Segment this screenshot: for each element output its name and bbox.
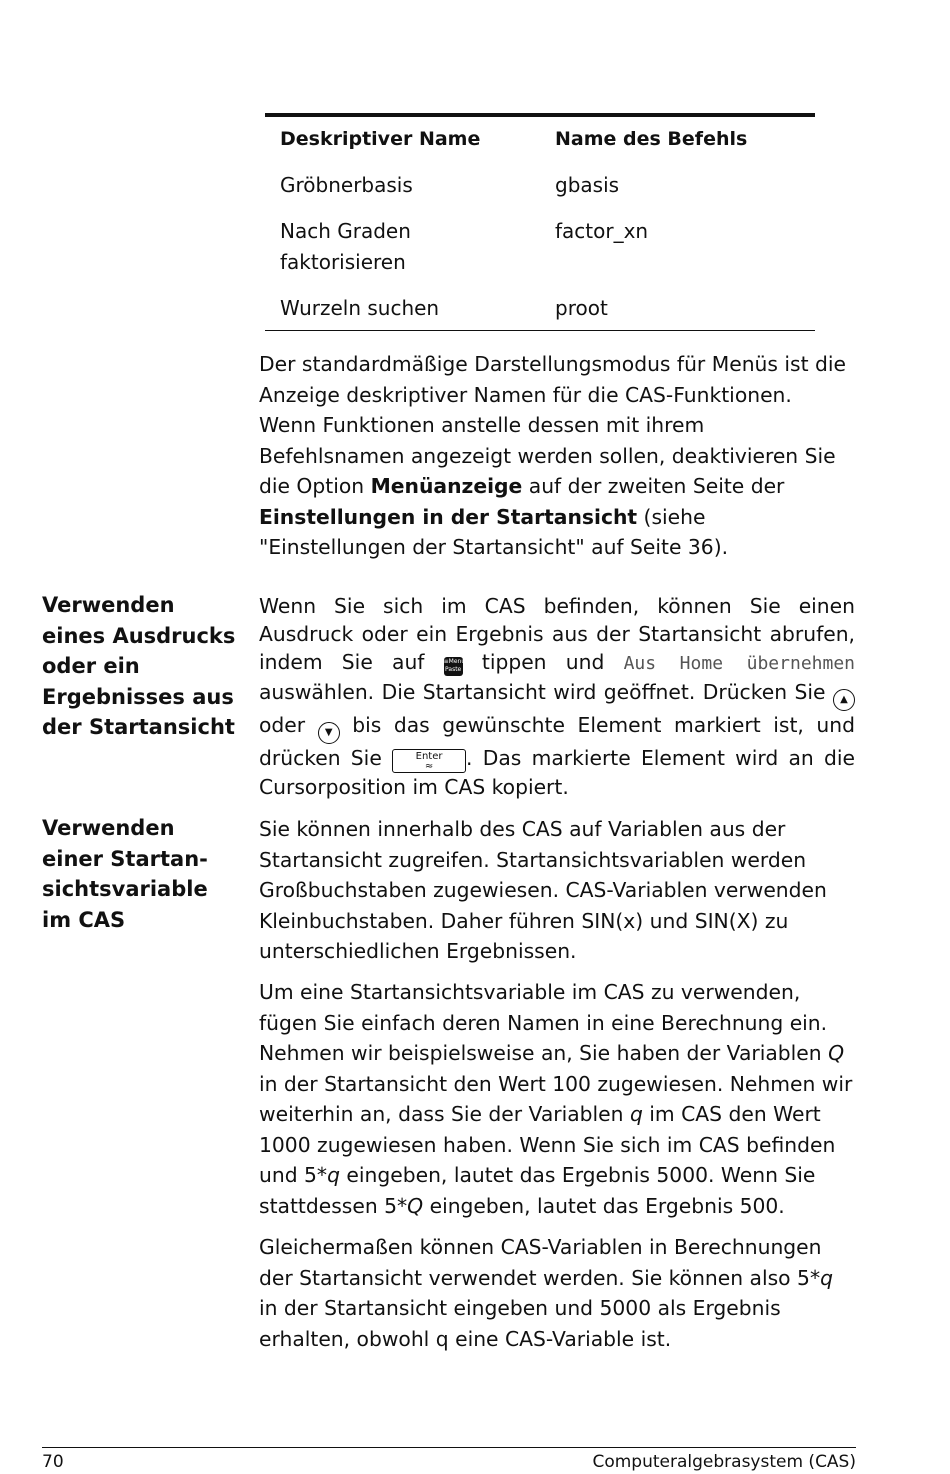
menu-paste-key-icon xyxy=(443,657,466,676)
menu-display-paragraph xyxy=(259,349,855,563)
text-run: Der standardmäßige Darstellungsmodus für Menüs ist die Anzeige deskriptiver Namen für die CAS-Funktionen. Wenn Funktionen anstelle dessen mit ihrem Befehlsnamen angezeigt werden sollen, deaktivieren Sie die Option xyxy=(259,352,846,498)
down-arrow-key-icon: ▼ xyxy=(318,722,340,744)
cell-descriptive: Wurzeln suchen xyxy=(280,296,440,320)
text-run: in der Startansicht eingeben und 5000 als Ergebnis erhalten, obwohl q eine CAS-Variable ist. xyxy=(259,1296,781,1351)
table-header-row xyxy=(265,117,815,170)
home-variable-paragraph-1: Sie können innerhalb des CAS auf Variablen aus der Startansicht zugreifen. Startansichtsvariablen werden Großbuchstaben zugewiesen. CAS-Variablen verwenden Kleinbuchstaben. Daher führen SIN(x) und SIN(X) zu unterschiedlichen Ergebnissen. xyxy=(259,817,827,963)
text-run: Wenn Sie sich im CAS befinden, können Sie einen Ausdruck oder ein Ergebnis aus der Startansicht abrufen, indem Sie auf xyxy=(259,594,855,674)
text-run: oder xyxy=(259,713,318,737)
section-heading-use-expression xyxy=(42,590,242,743)
text-run: auf der zweiten Seite der xyxy=(522,474,785,498)
variable-Q: Q xyxy=(828,1041,845,1065)
text-run: auswählen. Die Startansicht wird geöffnet. Drücken Sie xyxy=(259,680,833,704)
enter-key-icon xyxy=(392,749,466,773)
menu-item-name: Aus Home übernehmen xyxy=(623,653,855,674)
table-row xyxy=(265,170,815,216)
heading-line: oder ein xyxy=(42,654,140,678)
table-bottom-rule xyxy=(265,330,815,331)
footer-rule xyxy=(42,1447,856,1448)
key-label: ≈ xyxy=(424,761,434,772)
text-run: eingeben, lautet das Ergebnis 5000. Wenn Sie stattdessen 5* xyxy=(259,1163,816,1218)
variable-q: q xyxy=(629,1102,643,1126)
variable-q: q xyxy=(327,1163,340,1187)
variable-Q: Q xyxy=(407,1193,424,1218)
text-run: . Das markierte Element wird an die Cursorposition im CAS kopiert. xyxy=(259,746,856,799)
text-run: eingeben, lautet das Ergebnis 500. xyxy=(423,1193,785,1218)
text-run: Gleichermaßen können CAS-Variablen in Berechnungen der Startansicht verwendet werden. Sie können also 5* xyxy=(259,1235,822,1290)
cell-descriptive-line: faktorisieren xyxy=(280,250,406,274)
cell-command: proot xyxy=(555,296,608,320)
home-variable-paragraph-3 xyxy=(259,1232,855,1354)
home-variable-paragraph-2 xyxy=(259,977,855,1221)
text-run: tippen und xyxy=(462,650,624,674)
use-expression-paragraph xyxy=(259,592,855,801)
page-number: 70 xyxy=(42,1452,64,1472)
table-row xyxy=(265,216,815,293)
heading-line: im CAS xyxy=(42,907,126,932)
section-heading-home-variable xyxy=(42,813,242,935)
header-descriptive-name: Deskriptiver Name xyxy=(280,128,481,150)
cell-descriptive-line: Nach Graden xyxy=(280,219,411,243)
text-run: Um eine Startansichtsvariable im CAS zu verwenden, fügen Sie einfach deren Namen in eine Berechnung ein. Nehmen wir beispielsweise an, Sie haben der Variablen xyxy=(259,980,829,1065)
key-label: Paste xyxy=(445,666,462,673)
option-menu-display: Menüanzeige xyxy=(370,474,523,498)
key-label: Enter xyxy=(415,751,443,762)
text-run: im CAS den Wert 1000 zugewiesen haben. Wenn Sie sich im CAS befinden und 5* xyxy=(259,1102,836,1187)
heading-line: der Startansicht xyxy=(42,715,235,739)
heading-line: sichtsvariable xyxy=(42,877,208,901)
heading-line: Verwenden xyxy=(42,816,175,840)
home-settings-reference: Einstellungen in der Startansicht xyxy=(259,504,638,529)
heading-line: Verwenden xyxy=(42,593,175,617)
command-name-table xyxy=(265,113,815,331)
text-run: in der Startansicht den Wert 100 zugewiesen. Nehmen wir weiterhin an, dass Sie der Variablen xyxy=(259,1071,853,1126)
cell-command: gbasis xyxy=(555,173,620,197)
up-arrow-key-icon: ▲ xyxy=(833,689,855,711)
text-run: (siehe "Einstellungen der Startansicht" auf Seite 36). xyxy=(259,504,729,559)
header-command-name: Name des Befehls xyxy=(555,128,748,150)
table-row xyxy=(265,293,815,330)
heading-line: eines Ausdrucks xyxy=(42,623,236,648)
heading-line: einer Startan- xyxy=(42,846,208,871)
heading-line: Ergebnisses aus xyxy=(42,684,234,709)
cell-descriptive xyxy=(265,216,541,278)
chapter-title: Computeralgebrasystem (CAS) xyxy=(592,1452,856,1472)
cell-command: factor_xn xyxy=(555,219,649,243)
cell-descriptive: Gröbnerbasis xyxy=(280,173,413,197)
text-run: bis das gewünschte Element markiert ist, und drücken Sie xyxy=(259,713,856,770)
key-label: ≡Menu xyxy=(443,658,466,665)
variable-q: q xyxy=(820,1265,833,1290)
